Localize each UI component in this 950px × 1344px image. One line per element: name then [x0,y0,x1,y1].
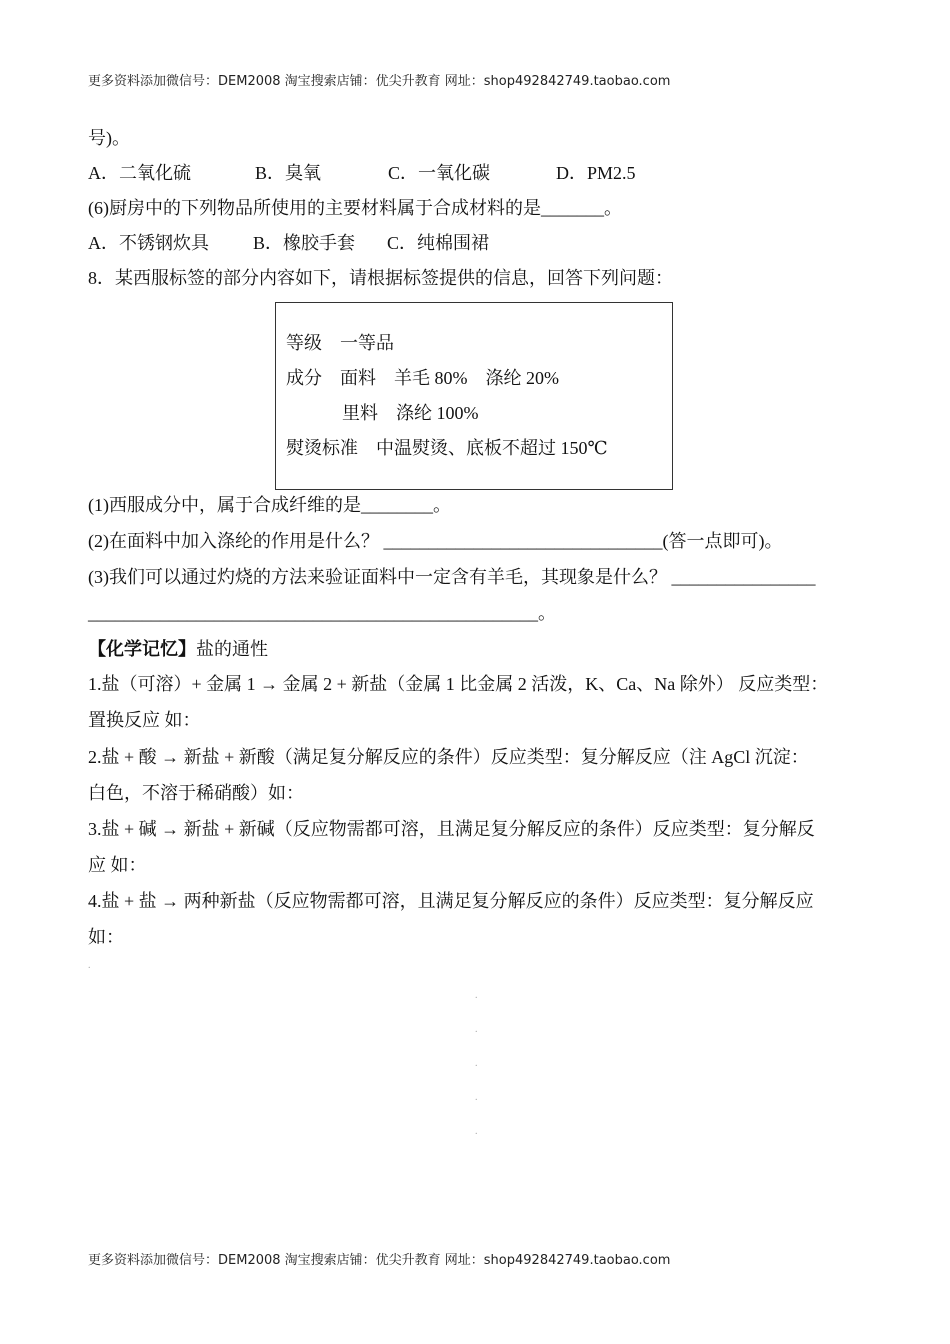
q8-sub1: (1)西服成分中，属于合成纤维的是________。 [88,495,451,515]
q7-options [88,162,636,184]
memory-title-rest: 盐的通性 [196,639,268,659]
label-fabric: 成分 面料 羊毛 80% 涤纶 20% [286,368,559,388]
option-c: C．纯棉围裙 [387,233,490,253]
garment-label-box [275,302,673,490]
page-footer: 更多资料添加微信号：DEM2008 淘宝搜索店铺：优尖升教育 网址：shop492842749.taobao.com [88,1253,671,1268]
memory-rule-4b: 如： [88,927,124,947]
label-lining: 里料 涤纶 100% [342,403,479,423]
paragraph-mark: . [475,1024,478,1035]
q7-6-options [88,232,489,254]
q8-stem: 8．某西服标签的部分内容如下，请根据标签提供的信息，回答下列问题： [88,268,673,288]
q7-tail: 号)。 [88,128,130,148]
paragraph-mark: . [88,960,91,971]
memory-title-bold: 【化学记忆】 [88,639,196,659]
memory-rule-1b: 置换反应 如： [88,710,201,730]
memory-rule-1a: 1.盐（可溶）+ 金属 1 → 金属 2 + 新盐（金属 1 比金属 2 活泼，K、Ca、Na 除外） 反应类型： [88,674,829,694]
paragraph-mark: . [475,1126,478,1137]
paragraph-mark: . [475,1092,478,1103]
paragraph-mark: . [475,1058,478,1069]
q8-sub3-line1: (3)我们可以通过灼烧的方法来验证面料中一定含有羊毛，其现象是什么？ ________________ [88,567,816,587]
option-a: A．不锈钢炊具 [88,233,209,253]
q8-sub3-line2: __________________________________________________。 [88,603,556,623]
memory-rule-2b: 白色，不溶于稀硝酸）如： [88,783,304,803]
option-b: B．臭氧 [255,163,322,183]
label-ironing: 熨烫标准 中温熨烫、底板不超过 150℃ [286,438,608,458]
option-d: D．PM2.5 [556,163,636,183]
paragraph-mark: . [475,990,478,1001]
label-grade: 等级 一等品 [286,333,394,353]
page-header: 更多资料添加微信号：DEM2008 淘宝搜索店铺：优尖升教育 网址：shop492842749.taobao.com [88,74,671,89]
memory-rule-2a: 2.盐 + 酸 → 新盐 + 新酸（满足复分解反应的条件）反应类型：复分解反应（注 AgCl 沉淀： [88,747,809,767]
memory-rule-4a: 4.盐 + 盐 → 两种新盐（反应物需都可溶，且满足复分解反应的条件）反应类型：复分解反应 [88,891,814,911]
q7-6-stem: (6)厨房中的下列物品所使用的主要材料属于合成材料的是_______。 [88,198,622,218]
option-c: C．一氧化碳 [388,163,491,183]
memory-title [88,638,268,660]
memory-rule-3b: 应 如： [88,855,147,875]
option-b: B．橡胶手套 [253,233,356,253]
memory-rule-3a: 3.盐 + 碱 → 新盐 + 新碱（反应物需都可溶，且满足复分解反应的条件）反应类型：复分解反 [88,819,815,839]
option-a: A．二氧化硫 [88,163,191,183]
q8-sub2: (2)在面料中加入涤纶的作用是什么？ _______________________________(答一点即可)。 [88,531,783,551]
